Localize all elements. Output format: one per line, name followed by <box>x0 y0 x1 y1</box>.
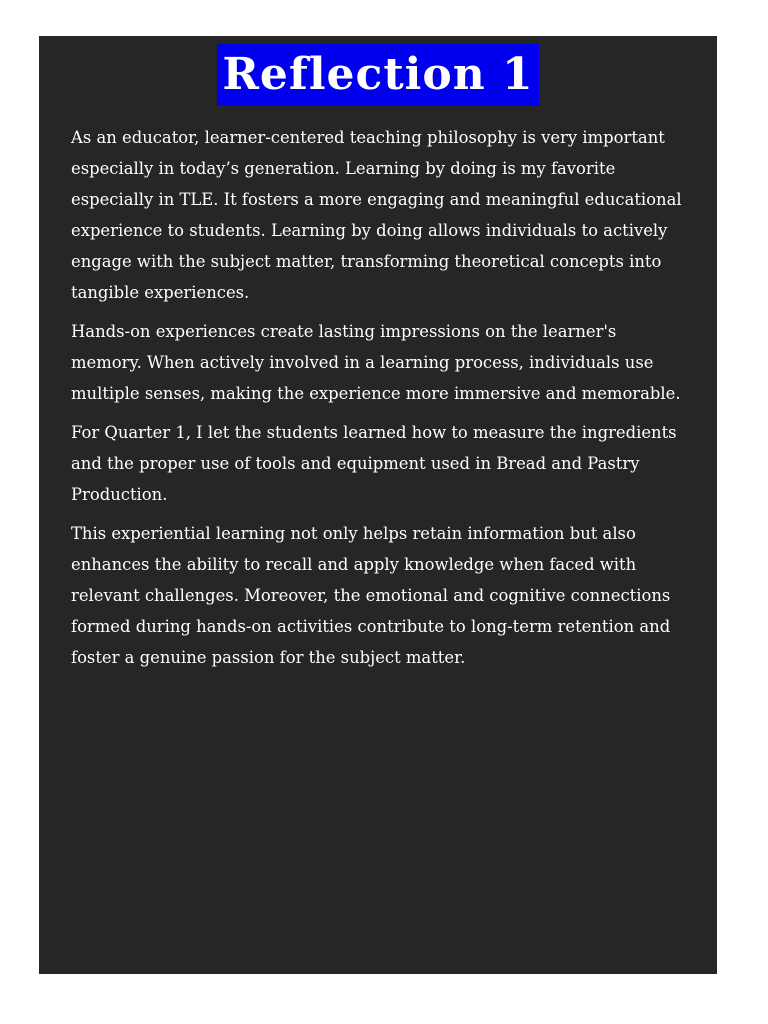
paragraph-1: As an educator, learner-centered teaching philosophy is very important especially in today’s generation. Learning by doing is my favorite especially in TLE. It fosters a more engaging and meaningful educational experience to students. Learning by doing allows individuals to actively engage with the subject matter, transforming theoretical concepts into tangible experiences. <box>71 128 682 302</box>
page-title: Reflection 1 <box>217 44 538 106</box>
title-container <box>39 44 717 106</box>
paragraph-4: This experiential learning not only helps retain information but also enhances the ability to recall and apply knowledge when faced with relevant challenges. Moreover, the emotional and cognitive connections formed during hands-on activities contribute to long-term retention and foster a genuine passion for the subject matter. <box>71 524 671 667</box>
document-body <box>71 122 683 681</box>
document-page <box>39 36 717 974</box>
paragraph-3: For Quarter 1, I let the students learned how to measure the ingredients and the proper use of tools and equipment used in Bread and Pastry Production. <box>71 423 677 504</box>
paragraph-2: Hands-on experiences create lasting impressions on the learner's memory. When actively involved in a learning process, individuals use multiple senses, making the experience more immersive and memorable. <box>71 322 681 403</box>
